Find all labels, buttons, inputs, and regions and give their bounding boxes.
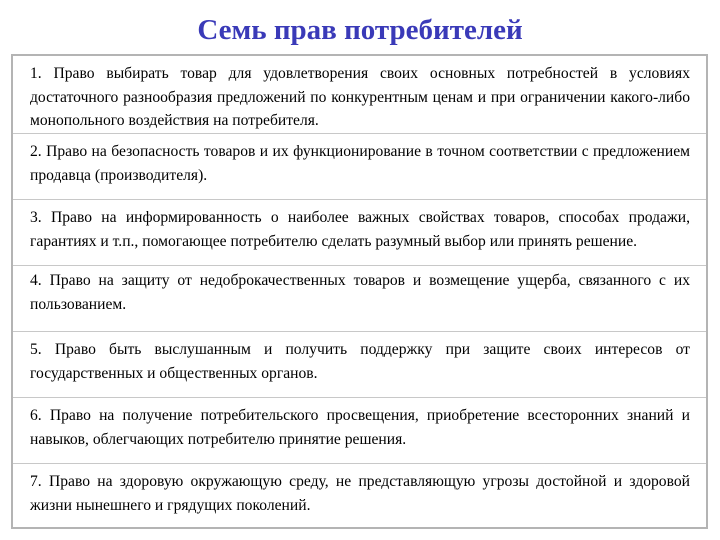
- table-row: 4. Право на защиту от недоброкачественных товаров и возмещение ущерба, связанного с их пользованием.: [13, 266, 706, 332]
- table-row: 5. Право быть выслушанным и получить поддержку при защите своих интересов от государственных и общественных органов.: [13, 332, 706, 398]
- table-row: 2. Право на безопасность товаров и их функционирование в точном соответствии с предложением продавца (производителя).: [13, 134, 706, 200]
- table-row: 1. Право выбирать товар для удовлетворения своих основных потребностей в условиях достаточного разнообразия предложений по конкурентным ценам и при ограничении какого-либо монопольного воздействия на потребителя.: [13, 56, 706, 134]
- table-row: 6. Право на получение потребительского просвещения, приобретение всесторонних знаний и навыков, облегчающих потребителю принятие решения.: [13, 398, 706, 464]
- page-title: Семь прав потребителей: [197, 14, 523, 46]
- table-row: 7. Право на здоровую окружающую среду, не представляющую угрозы достойной и здоровой жизни нынешнего и грядущих поколений.: [30, 473, 690, 514]
- rights-table: [11, 54, 708, 529]
- table-row: 3. Право на информированность о наиболее важных свойствах товаров, способах продажи, гарантиях и т.п., помогающее потребителю сделать разумный выбор или принять решение.: [13, 200, 706, 266]
